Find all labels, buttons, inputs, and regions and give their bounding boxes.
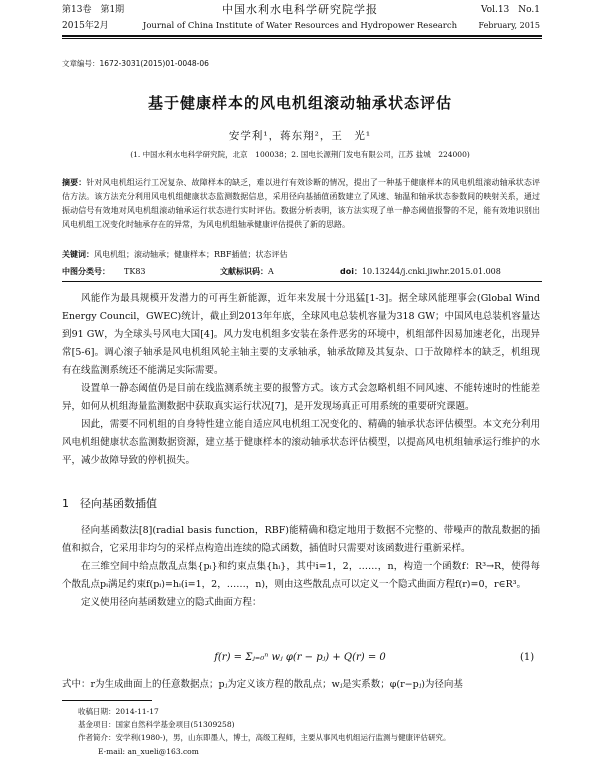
abstract-text: 针对风电机组运行工况复杂、故障样本的缺乏，难以进行有效诊断的情况，提出了一种基于健康样本的风电机组滚动轴承状态评估方法。该方法充分利用风电机组健康状态监测数据信息，采用径向基插值函数建立了风速、轴温和轴承状态参数间的映射关系，通过振动信号有效地对风电机组滚动轴承运行状态进行实时评估。数据分析表明，该方法实现了单一静态阈值报警的不足，能有效地识别出风电机组工况变化时轴承存在的异常，为风电机组轴承健康评估提供了新的思路。: [62, 178, 540, 229]
footnote-rule: [62, 700, 152, 701]
header-vol-en: Vol.13 No.1: [480, 5, 540, 15]
paper-title: 基于健康样本的风电机组滚动轴承状态评估: [147, 94, 452, 112]
meta-rule: [62, 281, 542, 282]
header-volume-issue: 第13卷 第1期: [62, 5, 125, 15]
footnote-author: 作者简介：安学利(1980-)，男，山东即墨人，博士，高级工程师，主要从事风电机组运行监测与健康评估研究。: [78, 733, 451, 742]
equation-number: (1): [520, 652, 535, 663]
footnote-email: E-mail: an_xueli@163.com: [98, 747, 199, 756]
paragraph: 定义使用径向基函数建立的隐式曲面方程：: [81, 597, 262, 608]
footnote-fund: 基金项目：国家自然科学基金项目(51309258): [78, 720, 235, 729]
keywords-label: 关键词：: [62, 250, 94, 259]
header-rule-thin: [62, 38, 542, 39]
abstract-label: 摘要：: [62, 178, 87, 187]
paragraph: 径向基函数法[8](radial basis function，RBF)能精确和稳定地用于数据不完整的、带噪声的散乱数据的插值和拟合，它采用非均匀的采样点构造出连续的隐式函数，插值时只需要对该函数进行重新采样。: [62, 525, 540, 554]
abstract: [62, 176, 540, 232]
authors: 安学利¹，蒋东翔²，王 光¹: [228, 130, 372, 142]
clc-value: TK83: [124, 267, 146, 276]
header-journal-en: Journal of China Institute of Water Resources and Hydropower Research: [142, 21, 458, 31]
header-rule-thick: [62, 35, 542, 37]
paragraph: 设置单一静态阈值仍是目前在线监测系统主要的报警方式。该方式会忽略机组不同风速、不能转速时的性能差异，如何从机组海量监测数据中获取真实运行状况[7]，是开发现场真正可用系统的重要研究课题。: [62, 383, 540, 412]
keywords: [62, 249, 540, 260]
clc-label: 中图分类号：: [62, 267, 110, 276]
paragraph: 风能作为最具规模开发潜力的可再生新能源，近年来发展十分迅猛[1-3]。据全球风能理事会(Global Wind Energy Council，GWEC)统计，截止到2013年年底，全球风电总装机容量为318 GW；中国风电总装机容量达到91 GW，为全球头号风电大国[4]。风力发电机组多安装在条件恶劣的环境中，机组部件因易加速老化，出现异常[5-6]。调心滚子轴承是风电机组风轮主轴主要的支承轴承，轴承故障及其复杂、口于故障样本的缺乏，机组现有在线监测系统还不能满足实际需要。: [62, 293, 540, 376]
paragraph: 因此，需要不同机组的自身特性建立能自适应风电机组工况变化的、精确的轴承状态评估模型。本文充分利用风电机组健康状态监测数据资源，建立基于健康样本的滚动轴承状态评估模型，以提高风电机组轴承运行维护的水平，减少故障导致的停机损失。: [62, 419, 540, 466]
section-heading: 1 径向基函数插值: [62, 497, 157, 510]
header-journal-cn: 中国水利水电科学研究院学报: [222, 3, 378, 16]
section1-body: [62, 522, 540, 612]
footnote-received: 收稿日期：2014-11-17: [78, 707, 159, 716]
equation-explanation: 式中：r为生成曲面上的任意数据点；pⱼ为定义该方程的散乱点；wⱼ是实系数；φ(r−pⱼ)为径向基: [62, 679, 463, 690]
doi-value: 10.13244/j.cnki.jiwhr.2015.01.008: [361, 267, 501, 276]
doi-label: doi：: [340, 267, 362, 276]
header-date-cn: 2015年2月: [62, 21, 109, 31]
keywords-text: 风电机组；滚动轴承；健康样本；RBF插值；状态评估: [94, 250, 288, 259]
article-number: 文章编号：1672-3031(2015)01-0048-06: [62, 59, 209, 68]
doc-value: A: [268, 267, 274, 276]
intro-body: [62, 290, 540, 470]
header-date-en: February, 2015: [478, 21, 540, 30]
affiliations: (1. 中国水利水电科学研究院，北京 100038；2. 国电长源荆门发电有限公司，江苏 盐城 224000): [130, 150, 470, 159]
clc-number: [62, 266, 146, 277]
paragraph: 在三维空间中给点散乱点集{pᵢ}和约束点集{hᵢ}，其中i=1，2，……，n，构造一个函数f：R³→R，使得每个散乱点pᵢ满足约束f(pᵢ)=hᵢ(i=1，2，……，n)，则由这些散乱点可以定义一个隐式曲面方程f(r)=0，r∈R³。: [62, 561, 540, 590]
doi: [340, 266, 501, 277]
equation-1: f(r) = Σⱼ₌₀ⁿ wⱼ φ(r − pⱼ) + Q(r) = 0: [214, 652, 386, 663]
doc-label: 文献标识码：: [220, 267, 268, 276]
doc-code: [220, 266, 274, 277]
